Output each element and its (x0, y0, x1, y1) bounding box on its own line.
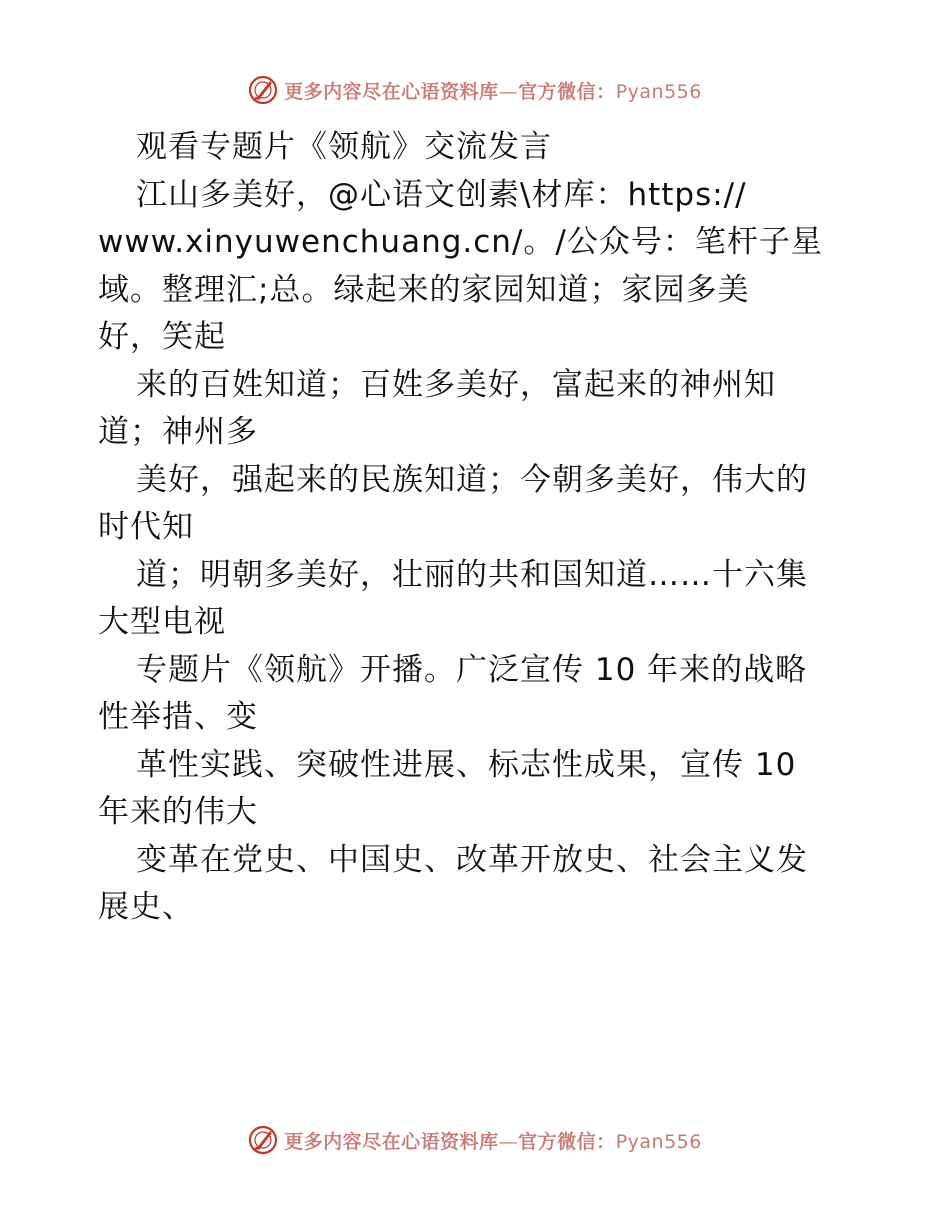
document-title-line: 观看专题片《领航》交流发言 (136, 129, 552, 165)
banner-main-text: 更多内容尽在心语资料库 (284, 80, 499, 103)
header-banner (0, 70, 950, 110)
text-line: 江山多美好，@心语文创素\材库：https:// (136, 176, 747, 213)
wechat-id: Pyan556 (615, 80, 702, 103)
text-line: www.xinyuwenchuang.cn/。/公众号：笔杆子星 (98, 224, 823, 260)
text-line: 好，笑起 (98, 319, 226, 355)
banner-separator: — (498, 80, 519, 103)
text-line: 性举措、变 (98, 699, 258, 735)
text-line: 革性实践、突破性进展、标志性成果，宣传 10 (136, 746, 797, 783)
text-line: 展史、 (98, 889, 194, 925)
text-line: 域。整理汇;总。绿起来的家园知道；家园多美 (98, 271, 750, 308)
banner-text (284, 77, 702, 104)
banner-separator: — (498, 1130, 519, 1153)
document-body (98, 124, 858, 932)
banner-main-text: 更多内容尽在心语资料库 (284, 1130, 499, 1153)
banner-label: 官方微信： (518, 80, 616, 103)
text-line: 大型电视 (98, 604, 226, 640)
text-line: 道；明朝多美好，壮丽的共和国知道……十六集 (136, 556, 808, 593)
quill-logo-icon (248, 1125, 278, 1155)
text-line: 专题片《领航》开播。广泛宣传 10 年来的战略 (136, 651, 808, 688)
banner-text (284, 1127, 702, 1154)
banner-label: 官方微信： (518, 1130, 616, 1153)
wechat-id: Pyan556 (615, 1130, 702, 1153)
quill-logo-icon (248, 75, 278, 105)
text-line: 美好，强起来的民族知道；今朝多美好，伟大的 (136, 461, 808, 498)
text-line: 变革在党史、中国史、改革开放史、社会主义发 (136, 841, 808, 878)
text-line: 年来的伟大 (98, 794, 258, 830)
text-line: 来的百姓知道；百姓多美好，富起来的神州知 (136, 366, 776, 403)
text-line: 道；神州多 (98, 414, 258, 450)
footer-banner (0, 1120, 950, 1160)
text-line: 时代知 (98, 509, 194, 545)
